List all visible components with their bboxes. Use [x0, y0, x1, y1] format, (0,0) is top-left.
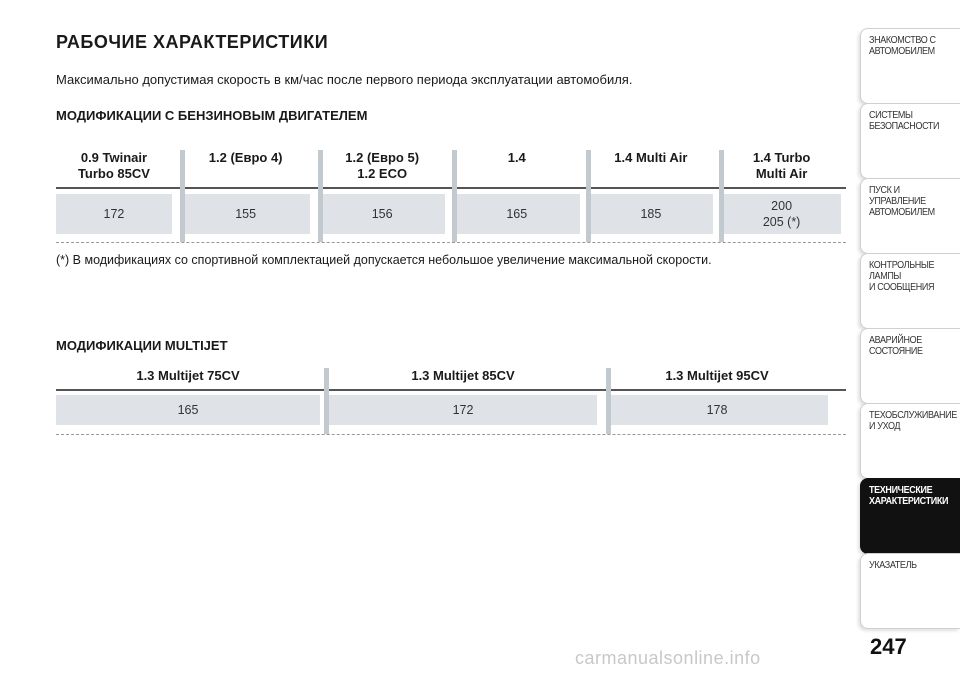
- intro-text: Максимально допустимая скорость в км/час после первого периода эксплуатации автомобиля.: [56, 72, 633, 87]
- petrol-column-header: [319, 150, 445, 184]
- chapter-tab-label: КОНТРОЛЬНЫЕ ЛАМПЫ И СООБЩЕНИЯ: [869, 260, 935, 293]
- diesel-column-header: 1.3 Multijet 85CV: [411, 368, 515, 383]
- chapter-tab[interactable]: [860, 253, 960, 329]
- speed-value-alt: 205 (*): [762, 215, 801, 229]
- page-title: РАБОЧИЕ ХАРАКТЕРИСТИКИ: [56, 32, 329, 52]
- speed-value-cell: [319, 194, 445, 234]
- diesel-speed-table: [56, 368, 846, 425]
- chapter-tab[interactable]: [860, 403, 960, 479]
- header-line: Multi Air: [755, 166, 808, 181]
- header-line: Turbo 85CV: [77, 166, 150, 181]
- page-number: 247: [870, 634, 907, 659]
- petrol-column-header: [56, 150, 172, 184]
- speed-value-cell: 172: [329, 395, 597, 425]
- chapter-tab-label: ТЕХНИЧЕСКИЕ ХАРАКТЕРИСТИКИ: [869, 485, 949, 507]
- header-line: 1.4 Turbo: [752, 150, 811, 165]
- speed-value-cell: [56, 194, 172, 234]
- speed-value: 165: [506, 207, 528, 221]
- speed-value-cell: [454, 194, 580, 234]
- petrol-column-header: [722, 150, 841, 184]
- speed-value-cell: 165: [56, 395, 320, 425]
- header-line: 0.9 Twinair: [80, 150, 148, 165]
- chapter-tab[interactable]: [860, 103, 960, 179]
- header-line: 1.2 (Евро 5): [345, 150, 420, 165]
- speed-value-cell: [722, 194, 841, 234]
- chapter-tab[interactable]: [860, 553, 960, 629]
- chapter-tab-label: ТЕХОБСЛУЖИВАНИЕ И УХОД: [869, 410, 957, 432]
- chapter-tab-label: СИСТЕМЫ БЕЗОПАСНОСТИ: [869, 110, 940, 132]
- chapter-tab[interactable]: [860, 328, 960, 404]
- header-line: 1.2 ECO: [357, 166, 408, 181]
- header-line: 1.4: [507, 150, 526, 165]
- speed-value: 172: [103, 207, 125, 221]
- petrol-heading: МОДИФИКАЦИИ С БЕНЗИНОВЫМ ДВИГАТЕЛЕМ: [56, 108, 368, 123]
- chapter-tab[interactable]: [860, 28, 960, 104]
- chapter-tab[interactable]: [860, 478, 960, 554]
- speed-value: 200: [771, 199, 793, 213]
- diesel-column-header: 1.3 Multijet 95CV: [665, 368, 769, 383]
- speed-value-cell: [589, 194, 714, 234]
- speed-value: 185: [640, 207, 662, 221]
- chapter-tab-label: АВАРИЙНОЕ СОСТОЯНИЕ: [869, 335, 923, 357]
- petrol-column-header: [181, 150, 310, 184]
- diesel-column-header: 1.3 Multijet 75CV: [136, 368, 240, 383]
- chapter-tab[interactable]: [860, 178, 960, 254]
- header-line: 1.4 Multi Air: [614, 150, 688, 165]
- speed-value-cell: 178: [606, 395, 828, 425]
- petrol-speed-table: [56, 150, 846, 234]
- watermark: carmanualsonline.info: [575, 648, 761, 668]
- speed-value-cell: [181, 194, 310, 234]
- speed-value: 155: [235, 207, 257, 221]
- chapter-tab-label: ПУСК И УПРАВЛЕНИЕ АВТОМОБИЛЕМ: [869, 185, 935, 218]
- diesel-heading: МОДИФИКАЦИИ MULTIJET: [56, 338, 228, 353]
- petrol-column-header: [589, 150, 714, 184]
- petrol-column-header: [454, 150, 580, 184]
- chapter-tab-label: УКАЗАТЕЛЬ: [869, 560, 917, 571]
- header-line: 1.2 (Евро 4): [208, 150, 283, 165]
- footnote: (*) В модификациях со спортивной комплектацией допускается небольшое увеличение максимальной скорости.: [56, 253, 712, 267]
- chapter-tab-label: ЗНАКОМСТВО С АВТОМОБИЛЕМ: [869, 35, 936, 57]
- speed-value: 156: [371, 207, 393, 221]
